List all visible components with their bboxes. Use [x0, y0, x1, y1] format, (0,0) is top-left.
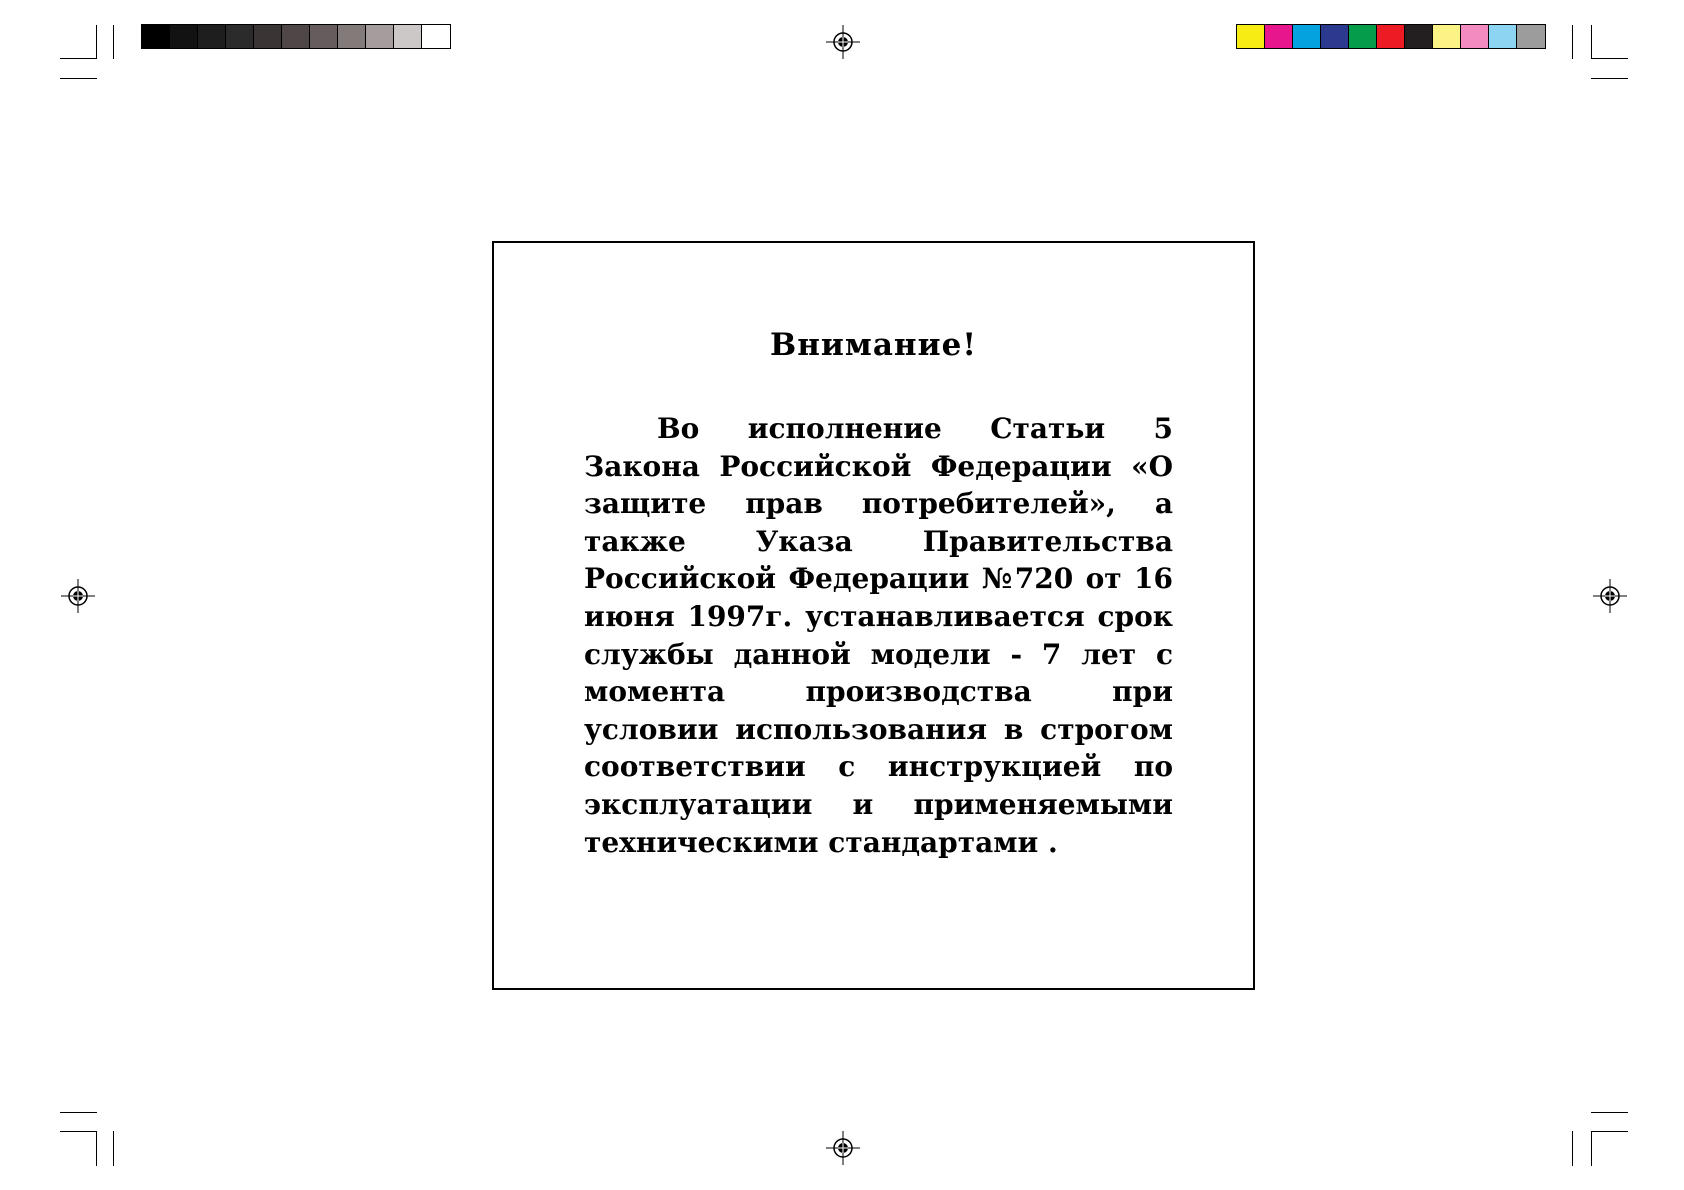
grayscale-swatch: [170, 25, 198, 48]
color-swatch: [1293, 25, 1321, 48]
crop-mark-bottom-right-h: [1591, 1131, 1628, 1132]
grayscale-swatch: [366, 25, 394, 48]
crop-mark-bottom-right-v2: [1572, 1131, 1573, 1166]
crop-mark-bottom-left-h2: [60, 1112, 97, 1113]
grayscale-swatch: [254, 25, 282, 48]
color-swatch: [1321, 25, 1349, 48]
registration-mark-right-icon: [1593, 579, 1627, 613]
registration-mark-bottom-icon: [826, 1131, 860, 1165]
grayscale-swatch: [422, 25, 450, 48]
grayscale-swatch: [142, 25, 170, 48]
crop-mark-bottom-right-v: [1591, 1131, 1592, 1166]
color-swatch: [1489, 25, 1517, 48]
crop-mark-top-left-h2: [60, 78, 97, 79]
grayscale-swatch-strip: [141, 24, 451, 49]
crop-mark-top-right-v2: [1591, 25, 1592, 59]
crop-mark-bottom-right-h2: [1591, 1112, 1628, 1113]
grayscale-swatch: [226, 25, 254, 48]
grayscale-swatch: [338, 25, 366, 48]
crop-mark-top-right-h: [1591, 58, 1628, 59]
crop-mark-top-right-h2: [1591, 78, 1628, 79]
notice-box: [492, 241, 1255, 990]
color-swatch: [1517, 25, 1545, 48]
color-swatch: [1433, 25, 1461, 48]
notice-title: Внимание!: [770, 327, 977, 363]
grayscale-swatch: [282, 25, 310, 48]
grayscale-swatch: [310, 25, 338, 48]
color-swatch: [1377, 25, 1405, 48]
color-swatch: [1237, 25, 1265, 48]
notice-body: Во исполнение Статьи 5 Закона Российской Федерации «О защите прав потребителей», а также Указа Правительства Российской Федерации №720 от 16 июня 1997г. устанавливается срок службы данной модели - 7 лет с момента производства при условии использования в строгом соответствии с инструкцией по эксплуатации и применяемыми техническими стандартами .: [584, 412, 1173, 859]
color-swatch: [1461, 25, 1489, 48]
crop-mark-top-left-h: [60, 58, 97, 59]
crop-mark-bottom-left-v: [96, 1131, 97, 1166]
crop-mark-top-right-v: [1572, 25, 1573, 59]
color-swatch-strip: [1236, 24, 1546, 49]
color-swatch: [1349, 25, 1377, 48]
grayscale-swatch: [394, 25, 422, 48]
registration-mark-left-icon: [61, 579, 95, 613]
grayscale-swatch: [198, 25, 226, 48]
color-swatch: [1405, 25, 1433, 48]
crop-mark-top-left-v2: [113, 25, 114, 59]
registration-mark-top-icon: [826, 25, 860, 59]
color-swatch: [1265, 25, 1293, 48]
crop-mark-bottom-left-h: [60, 1131, 97, 1132]
crop-mark-top-left-v: [96, 25, 97, 59]
crop-mark-bottom-left-v2: [113, 1131, 114, 1166]
